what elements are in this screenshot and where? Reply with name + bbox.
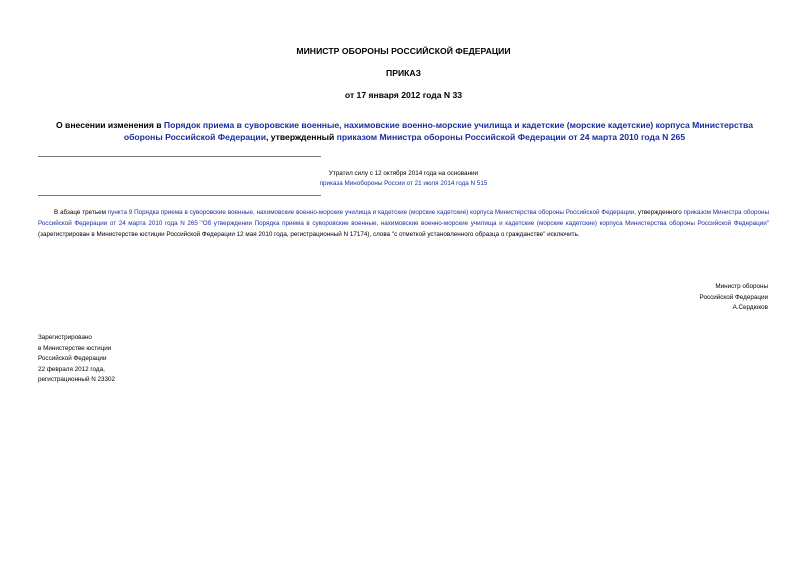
signature-name: А.Сердюков bbox=[732, 304, 768, 311]
bottom-divider bbox=[38, 195, 321, 196]
registration-number: регистрационный N 23302 bbox=[38, 376, 116, 383]
registration-line-1: Зарегистрировано bbox=[38, 334, 92, 341]
repeal-text: Утратил силу с 12 октября 2014 года на основании bbox=[328, 170, 479, 177]
order-265-link[interactable]: приказом Министра обороны Российской Федерации от 24 марта 2010 года N 265 bbox=[336, 131, 686, 142]
repeal-order-link[interactable]: приказа Минобороны России от 21 июля 2014 года N 515 bbox=[319, 180, 488, 187]
top-divider bbox=[38, 156, 321, 157]
order-type-heading: ПРИКАЗ bbox=[386, 68, 421, 78]
signature-block bbox=[560, 282, 768, 314]
repeal-note bbox=[0, 169, 807, 189]
order-subject bbox=[36, 120, 773, 143]
ministry-heading: МИНИСТР ОБОРОНЫ РОССИЙСКОЙ ФЕДЕРАЦИИ bbox=[296, 46, 511, 56]
body-text-2: , утвержденного bbox=[634, 209, 684, 216]
signature-org: Российской Федерации bbox=[699, 293, 768, 301]
subject-prefix: О внесении изменения в bbox=[55, 120, 164, 130]
registration-line-2: в Министерстве юстиции bbox=[38, 344, 112, 352]
registration-block bbox=[38, 333, 238, 386]
body-text-1: В абзаце третьем bbox=[54, 209, 108, 216]
subject-middle: , утвержденный bbox=[266, 131, 337, 142]
order-date-heading: от 17 января 2012 года N 33 bbox=[344, 90, 463, 100]
order-265-title-link[interactable]: приказом Министра обороны Российской Федерации от 24 марта 2010 года N 265 "Об утверждении Порядка приема в суворовские военные, нахимовские военно-морские училища и кадетские (морские кадетские) корпуса Министерства обороны Российской Федерации" bbox=[38, 209, 770, 227]
registration-date: 22 февраля 2012 года, bbox=[38, 365, 105, 373]
body-text-3: (зарегистрирован в Министерстве юстиции Российской Федерации 12 мая 2010 года, регистрационный N 17174), слова "с отметкой установленного образца о гражданстве" исключить. bbox=[38, 231, 580, 238]
paragraph-9-link[interactable]: пункта 9 Порядка приема в суворовские военные, нахимовские военно-морские училища и кадетские (морские кадетские) корпуса Министерства обороны Российской Федерации bbox=[107, 209, 635, 216]
procedure-link[interactable]: Порядок приема в суворовские военные, нахимовские военно-морские училища и кадетские (морские кадетские) корпуса Министерства обороны Российской Федерации bbox=[123, 120, 753, 142]
registration-line-3: Российской Федерации bbox=[38, 355, 107, 362]
signature-title: Министр обороны bbox=[715, 283, 768, 290]
order-body-paragraph bbox=[38, 207, 769, 240]
